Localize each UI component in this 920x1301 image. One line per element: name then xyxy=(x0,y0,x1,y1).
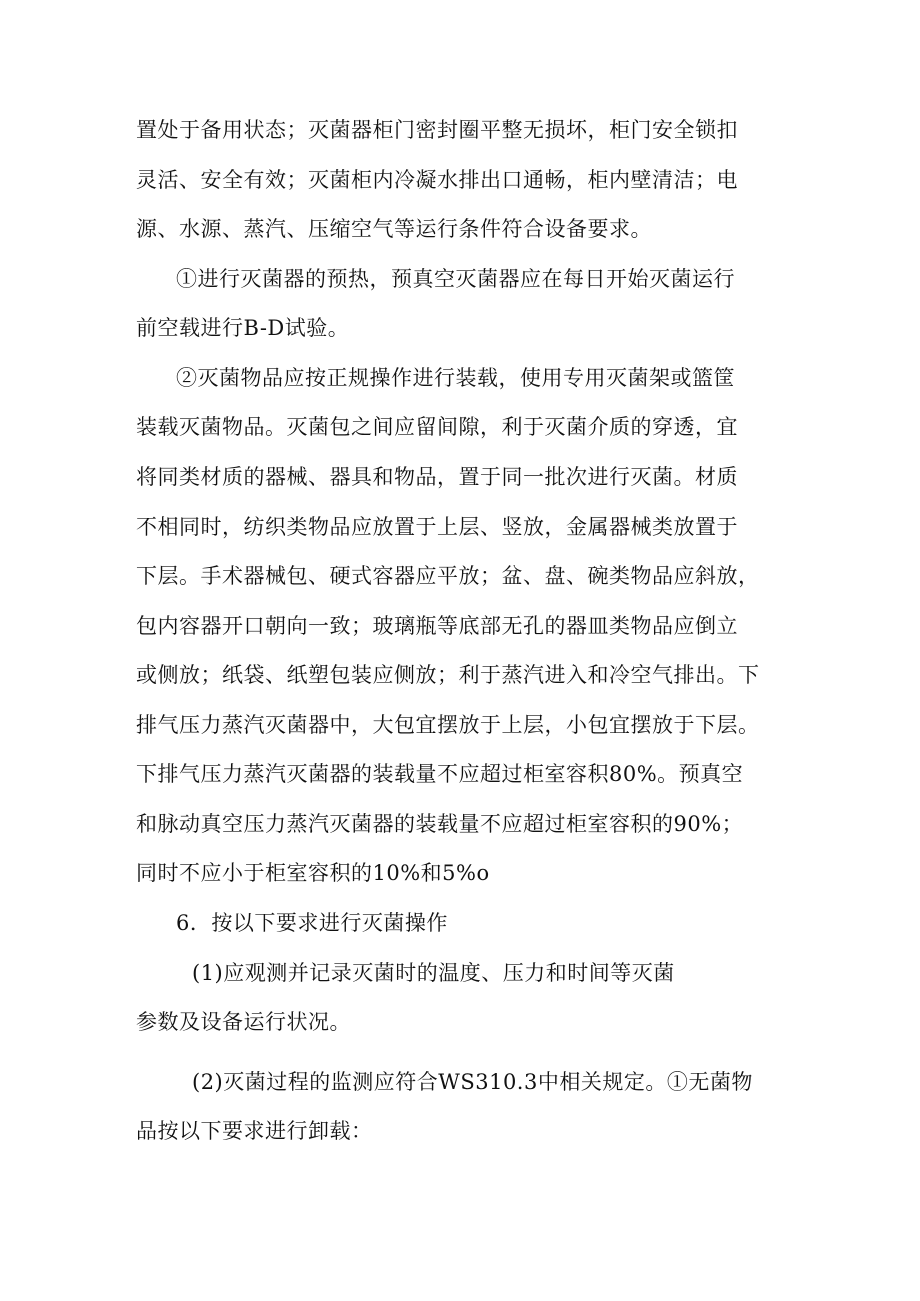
text-line: 排气压力蒸汽灭菌器中，大包宜摆放于上层，小包宜摆放于下层。 xyxy=(136,713,760,737)
section-heading: 6．按以下要求进行灭菌操作 xyxy=(176,911,448,935)
text-line: ①进行灭菌器的预热，预真空灭菌器应在每日开始灭菌运行 xyxy=(176,267,735,291)
text-line: (2)灭菌过程的监测应符合WS310.3中相关规定。①无菌物 xyxy=(192,1070,753,1094)
text-line: 或侧放；纸袋、纸塑包装应侧放；利于蒸汽进入和冷空气排出。下 xyxy=(136,663,760,687)
text-line: 同时不应小于柜室容积的10%和5%o xyxy=(136,861,490,885)
text-line: 灵活、安全有效；灭菌柜内冷凝水排出口通畅，柜内壁清洁；电 xyxy=(136,168,738,192)
text-line: 前空载进行B-D试验。 xyxy=(136,316,350,340)
text-line: 装载灭菌物品。灭菌包之间应留间隙，利于灭菌介质的穿透，宜 xyxy=(136,415,738,439)
text-line: 品按以下要求进行卸载： xyxy=(136,1119,373,1143)
text-line: 和脉动真空压力蒸汽灭菌器的装载量不应超过柜室容积的90%； xyxy=(136,812,744,836)
text-line: 将同类材质的器械、器具和物品，置于同一批次进行灭菌。材质 xyxy=(136,465,738,489)
text-line: 参数及设备运行状况。 xyxy=(136,1010,351,1034)
text-line: (1)应观测并记录灭菌时的温度、压力和时间等灭菌 xyxy=(192,961,675,985)
text-line: 包内容器开口朝向一致；玻璃瓶等底部无孔的器皿类物品应倒立 xyxy=(136,614,738,638)
text-line: 下层。手术器械包、硬式容器应平放；盆、盘、碗类物品应斜放， xyxy=(136,564,760,588)
text-line: ②灭菌物品应按正规操作进行装载，使用专用灭菌架或篮筐 xyxy=(176,366,735,390)
text-line: 置处于备用状态；灭菌器柜门密封圈平整无损坏，柜门安全锁扣 xyxy=(136,118,738,142)
text-line: 不相同时，纺织类物品应放置于上层、竖放，金属器械类放置于 xyxy=(136,515,738,539)
text-line: 源、水源、蒸汽、压缩空气等运行条件符合设备要求。 xyxy=(136,217,652,241)
text-line: 下排气压力蒸汽灭菌器的装载量不应超过柜室容积80%。预真空 xyxy=(136,762,744,786)
